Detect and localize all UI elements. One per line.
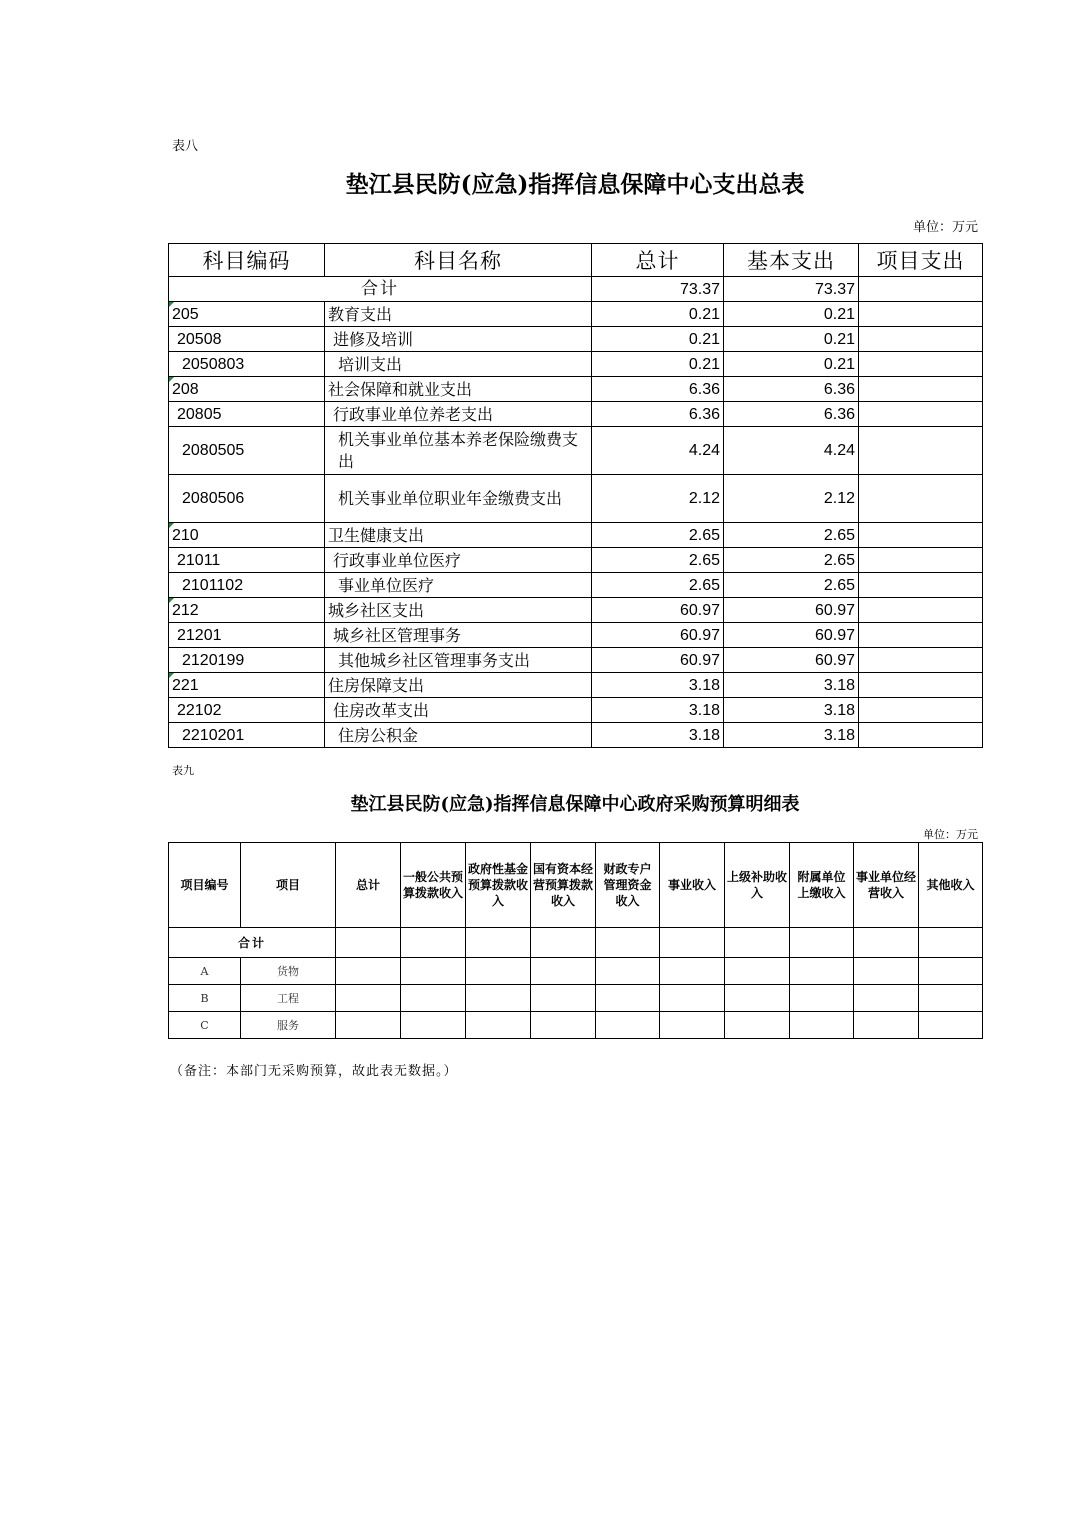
subject-name: 城乡社区支出 <box>325 598 592 623</box>
table9-empty-cell <box>401 1012 466 1039</box>
table9-header-cell: 一般公共预算拨款收入 <box>401 843 466 928</box>
table9-header-cell: 项目 <box>241 843 336 928</box>
subject-code-text: 2120199 <box>182 651 245 669</box>
table9-empty-cell <box>336 958 401 985</box>
subject-code <box>169 548 325 573</box>
table9-empty-cell <box>854 1012 919 1039</box>
table9-empty-cell <box>401 928 466 958</box>
item-name: 服务 <box>241 1012 336 1039</box>
row-total: 6.36 <box>592 377 724 402</box>
table9-empty-cell <box>336 1012 401 1039</box>
table9-header-cell: 事业单位经营收入 <box>854 843 919 928</box>
table9-empty-cell <box>919 928 983 958</box>
subject-name: 行政事业单位医疗 <box>325 548 592 573</box>
table-row <box>169 598 983 623</box>
table9-empty-cell <box>854 928 919 958</box>
table9-empty-cell <box>725 1012 790 1039</box>
row-basic: 3.18 <box>724 698 859 723</box>
row-project <box>859 523 983 548</box>
table9-empty-cell <box>596 1012 660 1039</box>
row-total: 2.65 <box>592 523 724 548</box>
subject-code <box>169 475 325 523</box>
table9-empty-cell <box>919 958 983 985</box>
subject-name: 卫生健康支出 <box>325 523 592 548</box>
total-sum: 73.37 <box>592 277 724 302</box>
row-basic: 3.18 <box>724 673 859 698</box>
subject-code-text: 208 <box>172 380 199 398</box>
row-total: 60.97 <box>592 598 724 623</box>
subject-code-text: 2101102 <box>182 576 244 594</box>
cell-marker-icon <box>169 377 174 382</box>
table9-empty-cell <box>466 958 531 985</box>
table9-empty-cell <box>531 958 596 985</box>
table9-empty-cell <box>336 985 401 1012</box>
table9-empty-cell <box>790 928 854 958</box>
subject-code <box>169 427 325 475</box>
table9-header-cell: 上级补助收入 <box>725 843 790 928</box>
subject-code-text: 212 <box>172 601 199 619</box>
row-total: 0.21 <box>592 327 724 352</box>
table9-empty-cell <box>725 985 790 1012</box>
row-total: 2.65 <box>592 548 724 573</box>
table8-title: 垫江县民防(应急)指挥信息保障中心支出总表 <box>345 171 805 198</box>
subject-name: 其他城乡社区管理事务支出 <box>325 648 592 673</box>
cell-marker-icon <box>169 598 174 603</box>
table9-empty-cell <box>790 1012 854 1039</box>
row-basic: 0.21 <box>724 327 859 352</box>
subject-code-text: 221 <box>172 676 199 694</box>
subject-code <box>169 723 325 748</box>
row-total: 60.97 <box>592 623 724 648</box>
table9-empty-cell <box>660 985 725 1012</box>
row-total: 4.24 <box>592 427 724 475</box>
subject-code <box>169 573 325 598</box>
subject-name: 城乡社区管理事务 <box>325 623 592 648</box>
table8-header-row <box>169 244 983 277</box>
table9-header-cell: 总计 <box>336 843 401 928</box>
table9-empty-cell <box>660 928 725 958</box>
subject-name: 进修及培训 <box>325 327 592 352</box>
table9-total-row <box>169 928 983 958</box>
row-project <box>859 723 983 748</box>
row-project <box>859 698 983 723</box>
table9-empty-cell <box>596 958 660 985</box>
table9-empty-cell <box>790 985 854 1012</box>
row-project <box>859 402 983 427</box>
item-code: B <box>169 985 241 1012</box>
subject-code <box>169 598 325 623</box>
header-basic: 基本支出 <box>724 244 859 277</box>
subject-code-text: 21011 <box>177 551 221 569</box>
row-project <box>859 352 983 377</box>
subject-code <box>169 648 325 673</box>
subject-code <box>169 327 325 352</box>
table8-total-row <box>169 277 983 302</box>
table-row <box>169 352 983 377</box>
row-project <box>859 327 983 352</box>
table9-empty-cell <box>531 985 596 1012</box>
total-project <box>859 277 983 302</box>
subject-code-text: 2080506 <box>182 490 245 507</box>
row-basic: 60.97 <box>724 598 859 623</box>
row-total: 0.21 <box>592 302 724 327</box>
row-total: 60.97 <box>592 648 724 673</box>
table8-unit: 单位：万元 <box>912 220 978 235</box>
table-row <box>169 958 983 985</box>
table9-empty-cell <box>790 958 854 985</box>
row-basic: 6.36 <box>724 402 859 427</box>
table-row <box>169 573 983 598</box>
table9-header-cell: 政府性基金预算拨款收入 <box>466 843 531 928</box>
cell-marker-icon <box>169 302 174 307</box>
table9-empty-cell <box>336 928 401 958</box>
header-project: 项目支出 <box>859 244 983 277</box>
table9-empty-cell <box>725 958 790 985</box>
subject-code <box>169 673 325 698</box>
row-basic: 6.36 <box>724 377 859 402</box>
table9-header-cell: 其他收入 <box>919 843 983 928</box>
table-row <box>169 548 983 573</box>
table9-header-cell: 财政专户管理资金收入 <box>596 843 660 928</box>
table9-note: （备注：本部门无采购预算，故此表无数据。） <box>170 1064 458 1079</box>
row-project <box>859 598 983 623</box>
table9-header-cell: 附属单位上缴收入 <box>790 843 854 928</box>
table9-header-row <box>169 843 983 928</box>
table9-empty-cell <box>466 928 531 958</box>
row-basic: 2.12 <box>724 475 859 523</box>
table9-empty-cell <box>660 958 725 985</box>
table-row <box>169 523 983 548</box>
subject-name: 社会保障和就业支出 <box>325 377 592 402</box>
table9-empty-cell <box>401 958 466 985</box>
subject-name: 事业单位医疗 <box>325 573 592 598</box>
table-row <box>169 723 983 748</box>
row-project <box>859 475 983 523</box>
total-label: 合计 <box>169 277 592 302</box>
row-total: 3.18 <box>592 698 724 723</box>
table-row <box>169 698 983 723</box>
header-total: 总计 <box>592 244 724 277</box>
subject-code-text: 20805 <box>177 405 222 423</box>
subject-code-text: 22102 <box>177 701 222 719</box>
item-name: 工程 <box>241 985 336 1012</box>
subject-code <box>169 352 325 377</box>
table-row <box>169 985 983 1012</box>
table9-empty-cell <box>401 985 466 1012</box>
subject-code-text: 20508 <box>177 330 222 348</box>
subject-code-text: 2050803 <box>182 355 245 373</box>
table8-label: 表八 <box>172 139 199 154</box>
procurement-budget-table <box>168 842 983 1039</box>
table9-empty-cell <box>919 985 983 1012</box>
table9-empty-cell <box>854 985 919 1012</box>
row-total: 0.21 <box>592 352 724 377</box>
table9-title: 垫江县民防(应急)指挥信息保障中心政府采购预算明细表 <box>350 794 800 815</box>
subject-name: 住房保障支出 <box>325 673 592 698</box>
row-total: 2.12 <box>592 475 724 523</box>
cell-marker-icon <box>169 523 174 528</box>
row-total: 6.36 <box>592 402 724 427</box>
row-basic: 4.24 <box>724 427 859 475</box>
table9-label: 表九 <box>172 764 194 777</box>
table9-empty-cell <box>660 1012 725 1039</box>
row-project <box>859 377 983 402</box>
table-row <box>169 427 983 475</box>
table9-empty-cell <box>919 1012 983 1039</box>
total-basic: 73.37 <box>724 277 859 302</box>
subject-name: 机关事业单位基本养老保险缴费支出 <box>325 427 592 475</box>
table9-empty-cell <box>466 985 531 1012</box>
table-row <box>169 1012 983 1039</box>
subject-code <box>169 623 325 648</box>
header-code: 科目编码 <box>169 244 325 277</box>
row-basic: 60.97 <box>724 648 859 673</box>
subject-name: 机关事业单位职业年金缴费支出 <box>325 475 592 523</box>
table9-empty-cell <box>725 928 790 958</box>
table-row <box>169 648 983 673</box>
table-row <box>169 302 983 327</box>
row-project <box>859 302 983 327</box>
table9-empty-cell <box>531 1012 596 1039</box>
row-project <box>859 427 983 475</box>
row-total: 2.65 <box>592 573 724 598</box>
cell-marker-icon <box>169 673 174 678</box>
subject-code <box>169 523 325 548</box>
row-project <box>859 573 983 598</box>
subject-code-text: 2210201 <box>182 726 245 744</box>
table9-total-label: 合计 <box>169 928 336 958</box>
row-basic: 0.21 <box>724 352 859 377</box>
table-row <box>169 673 983 698</box>
table9-header-cell: 国有资本经营预算拨款收入 <box>531 843 596 928</box>
row-basic: 2.65 <box>724 548 859 573</box>
row-total: 3.18 <box>592 673 724 698</box>
row-project <box>859 648 983 673</box>
row-basic: 2.65 <box>724 573 859 598</box>
subject-code-text: 21201 <box>177 626 222 644</box>
item-code: C <box>169 1012 241 1039</box>
table9-header-cell: 事业收入 <box>660 843 725 928</box>
table-row <box>169 377 983 402</box>
subject-code-text: 205 <box>172 305 199 323</box>
row-project <box>859 673 983 698</box>
table-row <box>169 475 983 523</box>
subject-name: 教育支出 <box>325 302 592 327</box>
table9-unit: 单位：万元 <box>923 828 978 841</box>
subject-code <box>169 302 325 327</box>
row-basic: 2.65 <box>724 523 859 548</box>
subject-name: 住房改革支出 <box>325 698 592 723</box>
subject-code-text: 210 <box>172 526 199 544</box>
subject-name: 培训支出 <box>325 352 592 377</box>
table9-empty-cell <box>596 928 660 958</box>
item-name: 货物 <box>241 958 336 985</box>
header-name: 科目名称 <box>325 244 592 277</box>
table9-header-cell: 项目编号 <box>169 843 241 928</box>
row-basic: 0.21 <box>724 302 859 327</box>
subject-code-text: 2080505 <box>182 442 245 459</box>
subject-code <box>169 377 325 402</box>
table9-empty-cell <box>531 928 596 958</box>
row-basic: 3.18 <box>724 723 859 748</box>
row-basic: 60.97 <box>724 623 859 648</box>
subject-name: 住房公积金 <box>325 723 592 748</box>
table9-empty-cell <box>596 985 660 1012</box>
row-project <box>859 623 983 648</box>
subject-code <box>169 698 325 723</box>
expenditure-summary-table <box>168 243 983 748</box>
table-row <box>169 327 983 352</box>
table9-empty-cell <box>466 1012 531 1039</box>
table9-empty-cell <box>854 958 919 985</box>
item-code: A <box>169 958 241 985</box>
subject-code <box>169 402 325 427</box>
row-total: 3.18 <box>592 723 724 748</box>
subject-name: 行政事业单位养老支出 <box>325 402 592 427</box>
table-row <box>169 402 983 427</box>
table-row <box>169 623 983 648</box>
row-project <box>859 548 983 573</box>
